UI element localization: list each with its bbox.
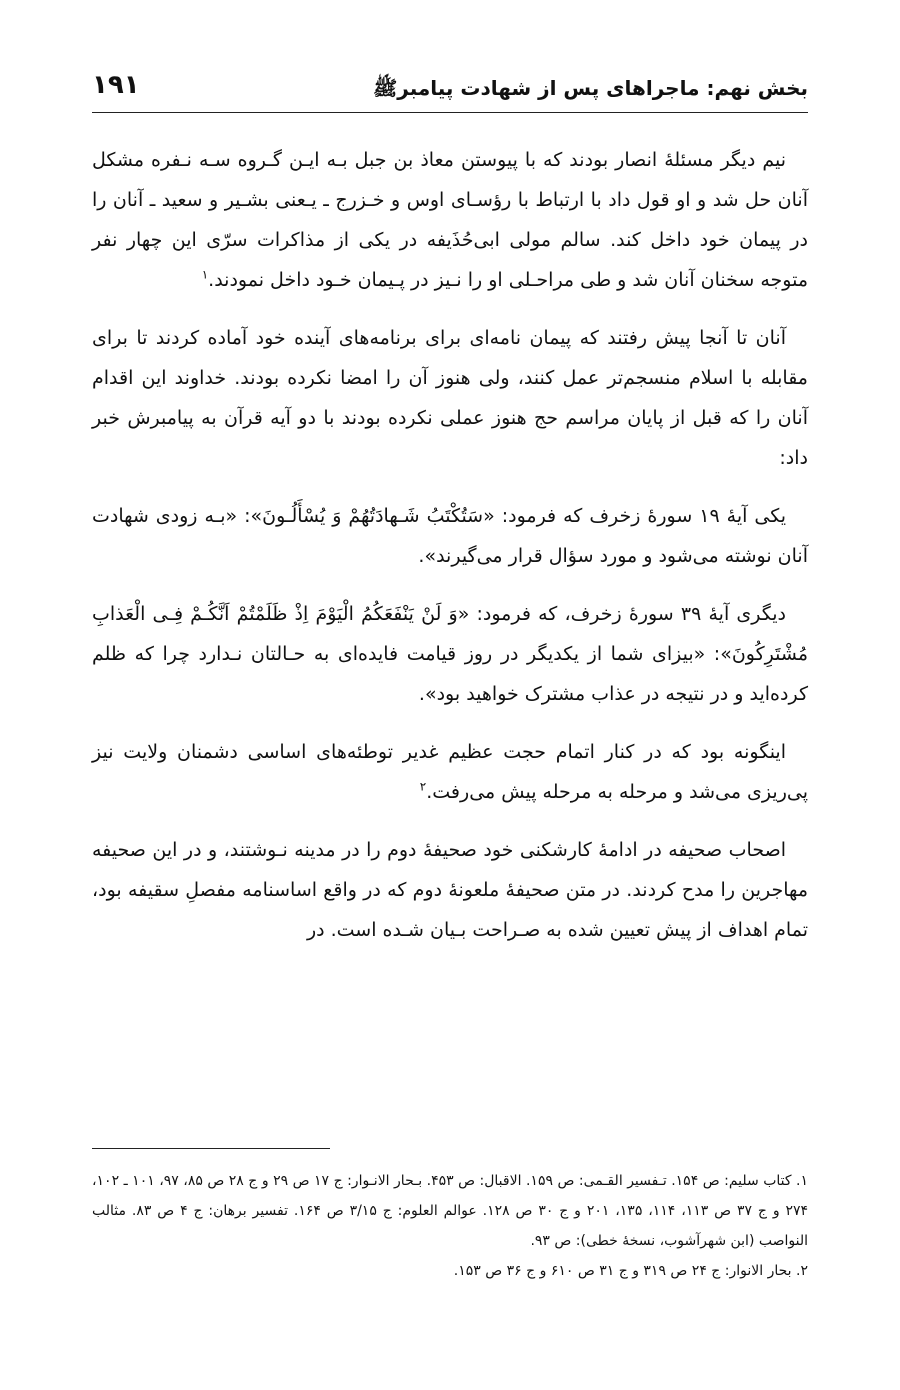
paragraph: [92, 830, 808, 950]
footnote: ۲. بحار الانوار: ج ۲۴ ص ۳۱۹ و ج ۳۱ ص ۶۱۰ و ج ۳۶ ص ۱۵۳.: [453, 1263, 808, 1279]
footnote-ref: ۲: [419, 779, 427, 794]
page-header: [92, 66, 808, 113]
paragraph: [92, 140, 808, 300]
paragraph: [92, 318, 808, 478]
footnote-ref: ۱: [201, 267, 209, 282]
paragraph-text: اصحاب صحیفه در ادامهٔ کارشکنی خود صحیفهٔ دوم را در مدینه نـوشتند، و در این صحیفه مهاجرین را مدح کردند. در متن صحیفهٔ ملعونهٔ دوم که در واقع اساسنامه مفصلِ سقیفه بود، تمام اهداف از پیش تعیین شده به صـراحت بـیان شـده است. در: [92, 839, 808, 941]
body-text: [92, 140, 808, 968]
book-page: [92, 0, 808, 1390]
paragraph: [92, 496, 808, 576]
footnote: ۱. کتاب سلیم: ص ۱۵۴. تـفسیر القـمی: ص ۱۵۹. الاقبال: ص ۴۵۳. بـحار الانـوار: ج ۱۷ ص ۲۹ و ج ۲۸ ص ۸۵، ۹۷، ۱۰۱ ـ ۱۰۲، ۲۷۴ و ج ۳۷ ص ۱۱۳، ۱۱۴، ۱۳۵، ۲۰۱ و ج ۳۰ ص ۱۲۸. عوالم العلوم: ج ۳/۱۵ ص ۱۶۴. تفسیر برهان: ج ۴ ص ۸۳. مثالب النواصب (ابن شهرآشوب، نسخهٔ خطی): ص ۹۳.: [92, 1173, 809, 1249]
paragraph: [92, 594, 808, 714]
chapter-title: بخش نهم: ماجراهای پس از شهادت پیامبرﷺ: [373, 76, 808, 100]
paragraph-text: نیم دیگر مسئلهٔ انصار بودند که با پیوستن معاذ بن جبل بـه ایـن گـروه سـه نـفره مشکل آنان حل شد و او قول داد با ارتباط با رؤسـای اوس و خـزرج ـ یـعنی بشـیر و سعید ـ آنان را در پیمان خود داخل کند. سالم مولی ابی‌حُذَیفه در یکی از مذاکرات سرّی این چهار نفر متوجه سخنان آنان شد و طی مراحـلی او را نـیز در پـیمان خـود داخل نمودند.: [92, 149, 808, 291]
footnote-divider: [92, 1148, 330, 1149]
page-number: ۱۹۱: [92, 70, 140, 100]
footnotes: [92, 1166, 808, 1286]
paragraph-text: یکی آیهٔ ۱۹ سورهٔ زخرف که فرمود: «سَتُکْتَبُ شَـهادَتُهُمْ وَ یُسْأَلُـونَ»: «بـه زودی شهادت آنان نوشته می‌شود و مورد سؤال قرار می‌گیرند».: [92, 505, 808, 567]
paragraph: [92, 732, 808, 812]
paragraph-text: آنان تا آنجا پیش رفتند که پیمان نامه‌ای برای برنامه‌های آینده خود آماده کردند تا برای مقابله با اسلام منسجم‌تر عمل کنند، ولی هنوز آن را امضا نکرده بودند. خداوند این اقدام آنان را که قبل از پایان مراسم حج هنوز عملی نکرده بودند با دو آیه قرآن به پیامبرش خبر داد:: [92, 327, 808, 469]
paragraph-text: دیگری آیهٔ ۳۹ سورهٔ زخرف، که فرمود: «وَ لَنْ یَنْفَعَکُمُ الْیَوْمَ اِذْ ظَلَمْتُمْ اَنَّکُـمْ فِـی الْعَذابِ مُشْتَرِکُونَ»: «بیزای شما از یکدیگر در روز قیامت فایده‌ای به حـالتان نـدارد چرا که ظلم کرده‌اید و در نتیجه در عذاب مشترک خواهید بود».: [92, 603, 808, 705]
paragraph-text: اینگونه بود که در کنار اتمام حجت عظیم غدیر توطئه‌های اساسی دشمنان ولایت نیز پی‌ریزی می‌شد و مرحله به مرحله پیش می‌رفت.: [92, 741, 808, 803]
